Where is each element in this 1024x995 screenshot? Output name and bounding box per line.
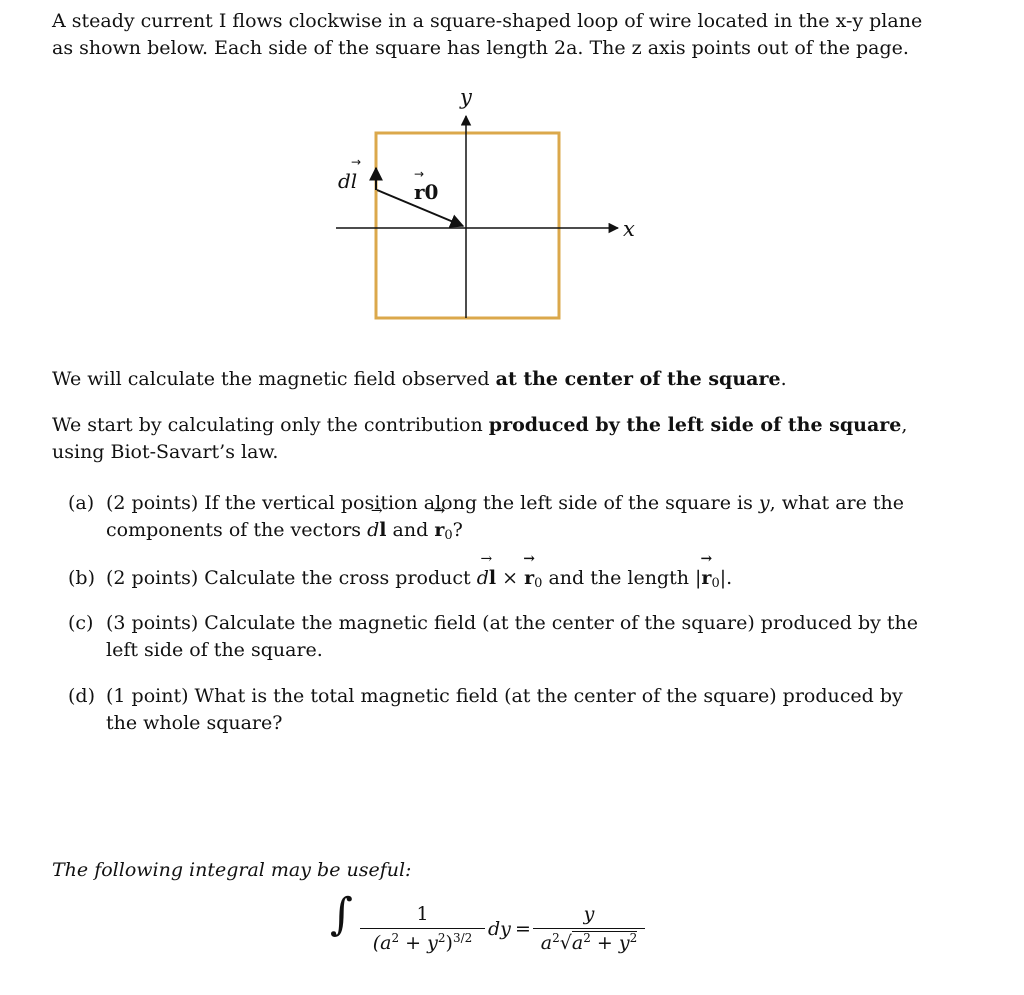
lhs-denominator: $(a^2 + y^2)^{3/2}$ (372, 931, 473, 954)
left-text-bold: produced by the left side of the square (488, 414, 902, 436)
square-loop (376, 133, 559, 318)
r0-vector-symbol-b: → r (524, 565, 534, 592)
equals-sign: = (515, 918, 531, 940)
intro-line-2: as shown below. Each side of the square has length 2a. The z axis points out of the page. (52, 37, 909, 59)
cross-symbol: × (502, 567, 519, 589)
x-axis-label: x (623, 217, 635, 241)
question-d-label: (d) (68, 685, 95, 707)
question-a-var: y (758, 492, 770, 514)
question-a-text-1: (2 points) If the vertical position along the left side of the square is (106, 492, 753, 514)
center-text-bold: at the center of the square (495, 368, 781, 390)
rhs-fraction (533, 903, 645, 954)
intro-line-1: A steady current I flows clockwise in a square-shaped loop of wire located in the x-y plane (52, 10, 923, 32)
question-b-text-2: and the length (548, 567, 689, 589)
intro-text (52, 8, 932, 62)
center-statement (52, 366, 932, 393)
question-b-label: (b) (68, 567, 95, 589)
left-text-a: We start by calculating only the contribution (52, 414, 483, 436)
r0-label: r0 (414, 180, 439, 204)
square-loop-figure (320, 80, 660, 330)
question-b-text-1: (2 points) Calculate the cross product (106, 567, 471, 589)
question-a-text-1-end: , what are the (769, 492, 905, 514)
question-a-q: ? (452, 519, 463, 541)
rhs-denominator: $a^2√a^2 + y^2$ (540, 931, 638, 954)
question-a-text-2: components of the vectors (106, 519, 362, 541)
question-d-text-1: (1 point) What is the total magnetic field (at the center of the square) produced by (106, 685, 903, 707)
center-text-a: We will calculate the magnetic field observed (52, 368, 490, 390)
dy-term: dy (488, 918, 511, 940)
lhs-fraction (360, 903, 485, 954)
question-a-label: (a) (68, 492, 95, 514)
dl-label: dl (338, 169, 358, 193)
integral-sign: ∫ (330, 889, 353, 940)
question-a-and: and (392, 519, 429, 541)
integral-intro: The following integral may be useful: (52, 859, 412, 881)
integral-formula (330, 889, 670, 967)
dl-label-arrow: → (351, 155, 362, 169)
center-text-c: . (780, 368, 787, 390)
dl-vector-symbol-b: → dl (477, 565, 496, 592)
lhs-numerator: 1 (360, 903, 485, 929)
left-text-c: , (901, 414, 908, 436)
left-side-statement (52, 412, 932, 466)
question-d-text-2: the whole square? (106, 712, 283, 734)
left-text-d: using Biot-Savart’s law. (52, 441, 279, 463)
question-c-text-1: (3 points) Calculate the magnetic field (at the center of the square) produced by the (106, 612, 919, 634)
rhs-numerator: y (533, 903, 645, 929)
question-c-label: (c) (68, 612, 94, 634)
r0-label-arrow: → (414, 167, 425, 181)
r0-vector-symbol-norm: → r (701, 565, 711, 592)
y-axis-label: y (460, 85, 472, 109)
r0-vector-symbol: → r (434, 517, 444, 544)
dl-vector-symbol: → dl (367, 517, 386, 544)
question-c-text-2: left side of the square. (106, 639, 323, 661)
